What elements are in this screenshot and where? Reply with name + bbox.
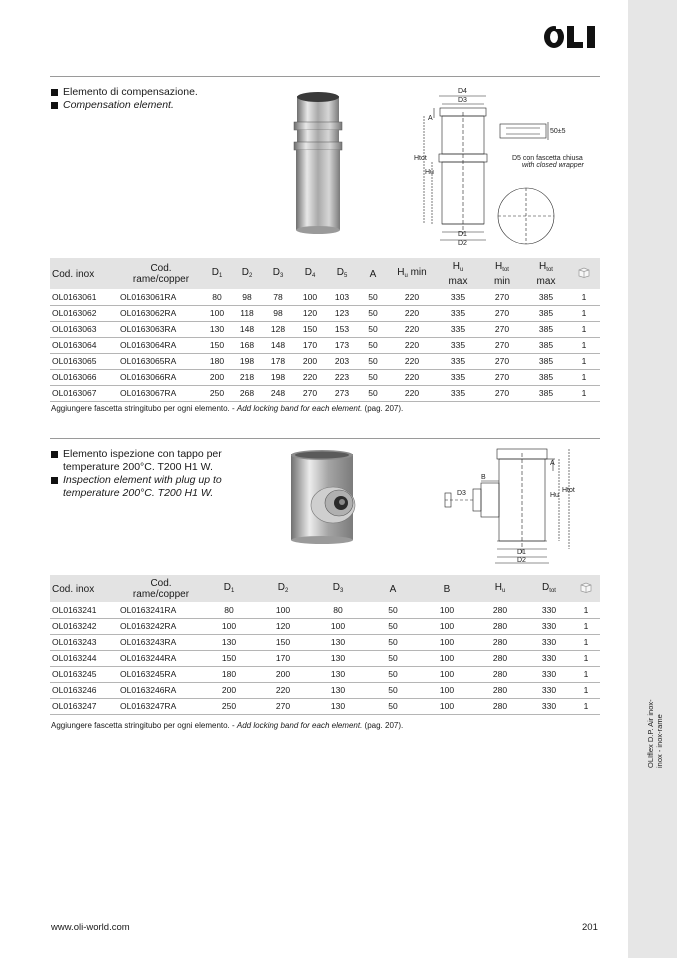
col-hu-max-main: H (452, 261, 460, 272)
cell-code-rame: OL0163246RA (120, 682, 202, 698)
col-d1 (202, 258, 232, 289)
table-cell: 50 (358, 369, 388, 385)
compensation-element-drawing (412, 84, 602, 255)
table-cell: 1 (568, 321, 600, 337)
table-cell: 280 (474, 650, 526, 666)
note-page-ref: (pag. 207). (362, 721, 404, 730)
table-cell: 178 (262, 353, 294, 369)
cell-code-inox: OL0163063 (50, 321, 120, 337)
col-d3 (310, 575, 366, 602)
col-cod-rame-line1: Cod. (150, 578, 172, 589)
table-cell: 50 (366, 666, 420, 682)
sidebar-caption-line2: inox - inox-rame (655, 714, 664, 768)
col-d1-sub: 1 (218, 272, 223, 279)
section1-note (51, 404, 403, 413)
table-cell: 335 (436, 321, 480, 337)
page-number: 201 (582, 922, 598, 933)
table-cell: 270 (480, 353, 524, 369)
bullet-en (51, 99, 198, 112)
table-cell: 270 (480, 321, 524, 337)
table-cell: 280 (474, 666, 526, 682)
label-d2: D2 (517, 557, 526, 564)
col-cod-rame (120, 575, 202, 602)
col-d4 (294, 258, 326, 289)
table-cell: 80 (310, 602, 366, 618)
table-cell: 200 (202, 369, 232, 385)
cell-code-inox: OL0163066 (50, 369, 120, 385)
table-cell: 130 (310, 650, 366, 666)
col-d2 (256, 575, 310, 602)
table-cell: 250 (202, 385, 232, 401)
bullet-it (51, 86, 198, 99)
col-d2-sub: 2 (284, 587, 289, 594)
col-hu-max-suffix: max (448, 276, 468, 287)
table-cell: 280 (474, 698, 526, 714)
table-row (50, 698, 600, 714)
table-cell: 180 (202, 666, 256, 682)
cell-code-rame: OL0163065RA (120, 353, 202, 369)
table-cell: 50 (366, 634, 420, 650)
table-cell: 248 (262, 385, 294, 401)
table-cell: 1 (568, 385, 600, 401)
compensation-element-photo (283, 90, 353, 245)
table-cell: 150 (256, 634, 310, 650)
table-cell: 128 (262, 321, 294, 337)
table-cell: 50 (366, 682, 420, 698)
table-cell: 50 (358, 353, 388, 369)
desc-english: Compensation element. (63, 99, 174, 111)
col-hu-main: H (494, 581, 502, 593)
col-hu-min-main: H (397, 266, 405, 278)
col-htot-max (524, 258, 568, 289)
col-d1-sub: 1 (230, 587, 235, 594)
table-row (50, 650, 600, 666)
table-cell: 273 (326, 385, 358, 401)
table-cell: 80 (202, 289, 232, 305)
table-cell: 270 (480, 369, 524, 385)
oli-logo (543, 22, 601, 57)
label-htot: Htot (562, 487, 575, 494)
inspection-spec-table (50, 575, 600, 715)
table-cell: 120 (294, 305, 326, 321)
section2-description (51, 448, 222, 500)
table-cell: 1 (572, 602, 600, 618)
table-cell: 150 (202, 337, 232, 353)
table-cell: 1 (572, 650, 600, 666)
table-cell: 1 (568, 369, 600, 385)
table-cell: 220 (388, 353, 436, 369)
table-cell: 123 (326, 305, 358, 321)
col-d5-sub: 5 (343, 272, 348, 279)
table-cell: 335 (436, 369, 480, 385)
label-dim: 50±5 (550, 128, 566, 135)
table-cell: 168 (232, 337, 262, 353)
table-cell: 220 (388, 321, 436, 337)
table-cell: 250 (202, 698, 256, 714)
col-dtot-main: D (542, 581, 550, 593)
table-cell: 130 (310, 634, 366, 650)
cell-code-inox: OL0163246 (50, 682, 120, 698)
table-cell: 80 (202, 602, 256, 618)
compensation-table-body (50, 289, 600, 401)
table-cell: 148 (232, 321, 262, 337)
cell-code-inox: OL0163064 (50, 337, 120, 353)
note-english: Add locking band for each element. (236, 721, 363, 730)
bullet-square-icon (51, 102, 58, 109)
table-cell: 198 (262, 369, 294, 385)
label-hu: Hu (550, 492, 559, 499)
cell-code-inox: OL0163061 (50, 289, 120, 305)
table-cell: 335 (436, 353, 480, 369)
col-d2-main: D (277, 581, 285, 593)
col-box (572, 575, 600, 602)
cell-code-inox: OL0163245 (50, 666, 120, 682)
table-cell: 150 (294, 321, 326, 337)
table-cell: 100 (420, 650, 474, 666)
table-cell: 270 (294, 385, 326, 401)
table-cell: 98 (232, 289, 262, 305)
col-htot-min-main: H (495, 261, 503, 272)
table-cell: 1 (572, 634, 600, 650)
table-cell: 50 (366, 602, 420, 618)
col-d5 (326, 258, 358, 289)
table-cell: 130 (310, 698, 366, 714)
table-cell: 200 (294, 353, 326, 369)
table-cell: 385 (524, 289, 568, 305)
desc-english (63, 474, 222, 500)
cell-code-rame: OL0163242RA (120, 618, 202, 634)
table-cell: 330 (526, 666, 572, 682)
col-htot-max-suffix: max (536, 276, 556, 287)
col-d5-main: D (336, 266, 344, 278)
inspection-table-body (50, 602, 600, 714)
col-hu (474, 575, 526, 602)
table-row (50, 602, 600, 618)
table-cell: 270 (256, 698, 310, 714)
compensation-spec-table (50, 258, 600, 402)
col-d3-main: D (332, 581, 340, 593)
cell-code-inox: OL0163065 (50, 353, 120, 369)
desc-italian-line1: Elemento ispezione con tappo per (63, 448, 222, 460)
table-row (50, 305, 600, 321)
table-cell: 335 (436, 305, 480, 321)
col-cod-inox: Cod. inox (52, 583, 95, 595)
label-hu: Hu (425, 169, 434, 176)
col-d1 (202, 575, 256, 602)
table-cell: 330 (526, 618, 572, 634)
col-d2 (232, 258, 262, 289)
col-a: A (369, 268, 377, 280)
col-htot-max-sub: tot (546, 267, 553, 273)
label-d1: D1 (458, 231, 467, 238)
cell-code-inox: OL0163067 (50, 385, 120, 401)
col-dtot (526, 575, 572, 602)
sidebar-caption-line1: OLIflex D.P. Air inox- (646, 699, 655, 768)
bullet-square-icon (51, 451, 58, 458)
table-cell: 100 (202, 305, 232, 321)
col-a: A (389, 583, 397, 595)
section2-divider (50, 438, 600, 439)
note-italian: Aggiungere fascetta stringitubo per ogni elemento. - (51, 721, 237, 730)
col-cod-inox: Cod. inox (52, 268, 95, 280)
col-d3-sub: 3 (339, 587, 344, 594)
table-cell: 100 (310, 618, 366, 634)
col-d2-main: D (241, 266, 249, 278)
table-cell: 130 (310, 682, 366, 698)
table-cell: 270 (480, 385, 524, 401)
bullet-square-icon (51, 477, 58, 484)
col-b: B (443, 583, 451, 595)
section1-description (51, 86, 198, 112)
table-cell: 385 (524, 385, 568, 401)
table-cell: 100 (420, 698, 474, 714)
cell-code-rame: OL0163245RA (120, 666, 202, 682)
table-cell: 1 (572, 698, 600, 714)
table-cell: 100 (420, 602, 474, 618)
table-cell: 1 (572, 618, 600, 634)
table-cell: 385 (524, 305, 568, 321)
cell-code-inox: OL0163244 (50, 650, 120, 666)
col-d3-main: D (272, 266, 280, 278)
table-cell: 50 (366, 698, 420, 714)
col-dtot-sub: tot (549, 587, 556, 594)
table-cell: 330 (526, 682, 572, 698)
label-htot: Htot (414, 155, 427, 162)
table-cell: 1 (568, 289, 600, 305)
bullet-it (51, 448, 222, 474)
table-cell: 50 (366, 650, 420, 666)
table-cell: 100 (420, 666, 474, 682)
table-cell: 280 (474, 634, 526, 650)
bullet-en (51, 474, 222, 500)
bullet-square-icon (51, 89, 58, 96)
table-cell: 203 (326, 353, 358, 369)
table-header-row (50, 575, 600, 602)
table-cell: 200 (256, 666, 310, 682)
note-italian: Aggiungere fascetta stringitubo per ogni elemento. - (51, 404, 237, 413)
table-cell: 180 (202, 353, 232, 369)
table-cell: 98 (262, 305, 294, 321)
box-icon (580, 582, 592, 593)
col-htot-min-suffix: min (493, 276, 511, 287)
table-cell: 220 (388, 369, 436, 385)
table-row (50, 682, 600, 698)
table-row (50, 353, 600, 369)
box-icon (578, 267, 590, 278)
col-cod-rame-line2: rame/copper (132, 274, 190, 285)
table-cell: 50 (358, 385, 388, 401)
table-cell: 170 (256, 650, 310, 666)
table-header-row (50, 258, 600, 289)
table-cell: 330 (526, 602, 572, 618)
label-d3: D3 (458, 97, 467, 104)
table-cell: 100 (420, 682, 474, 698)
table-cell: 1 (572, 666, 600, 682)
table-cell: 270 (480, 305, 524, 321)
table-cell: 103 (326, 289, 358, 305)
label-d5-en: with closed wrapper (522, 162, 584, 169)
table-cell: 385 (524, 353, 568, 369)
col-htot-min-sub: tot (502, 267, 509, 273)
desc-italian (63, 448, 222, 474)
table-cell: 335 (436, 289, 480, 305)
table-cell: 100 (420, 634, 474, 650)
section1-divider (50, 76, 600, 77)
table-row (50, 618, 600, 634)
cell-code-inox: OL0163241 (50, 602, 120, 618)
table-cell: 385 (524, 321, 568, 337)
table-cell: 170 (294, 337, 326, 353)
table-cell: 220 (388, 305, 436, 321)
col-d1-main: D (223, 581, 231, 593)
table-row (50, 369, 600, 385)
table-cell: 198 (232, 353, 262, 369)
table-row (50, 321, 600, 337)
sidebar-band (628, 0, 677, 958)
table-cell: 330 (526, 698, 572, 714)
col-hu-min (388, 258, 436, 289)
table-cell: 78 (262, 289, 294, 305)
table-cell: 130 (310, 666, 366, 682)
table-cell: 100 (294, 289, 326, 305)
col-htot-max-main: H (539, 261, 547, 272)
cell-code-inox: OL0163243 (50, 634, 120, 650)
label-d4: D4 (458, 88, 467, 95)
table-cell: 385 (524, 369, 568, 385)
desc-english-line2: temperature 200°C. T200 H1 W. (63, 487, 214, 499)
cell-code-rame: OL0163066RA (120, 369, 202, 385)
table-cell: 330 (526, 650, 572, 666)
label-a: A (428, 115, 433, 122)
table-cell: 220 (294, 369, 326, 385)
table-cell: 100 (420, 618, 474, 634)
cell-code-rame: OL0163241RA (120, 602, 202, 618)
col-hu-min-suffix: min (407, 266, 427, 278)
table-cell: 223 (326, 369, 358, 385)
section2-note (51, 721, 403, 730)
col-hu-min-sub: u (404, 272, 408, 279)
sidebar-caption (646, 699, 664, 768)
table-cell: 150 (202, 650, 256, 666)
table-cell: 153 (326, 321, 358, 337)
col-d3-sub: 3 (279, 272, 284, 279)
col-cod-rame-line2: rame/copper (132, 589, 190, 600)
table-cell: 335 (436, 385, 480, 401)
col-hu-max (436, 258, 480, 289)
desc-italian-line2: temperature 200°C. T200 H1 W. (63, 461, 213, 473)
table-cell: 220 (388, 385, 436, 401)
table-cell: 50 (366, 618, 420, 634)
table-cell: 148 (262, 337, 294, 353)
desc-italian: Elemento di compensazione. (63, 86, 198, 98)
cell-code-inox: OL0163247 (50, 698, 120, 714)
label-b: B (481, 474, 486, 481)
cell-code-rame: OL0163247RA (120, 698, 202, 714)
cell-code-rame: OL0163067RA (120, 385, 202, 401)
note-page-ref: (pag. 207). (362, 404, 404, 413)
cell-code-rame: OL0163063RA (120, 321, 202, 337)
col-hu-sub: u (501, 587, 506, 594)
col-d4-main: D (304, 266, 312, 278)
table-cell: 1 (568, 305, 600, 321)
table-row (50, 289, 600, 305)
table-cell: 220 (388, 337, 436, 353)
table-cell: 1 (568, 337, 600, 353)
table-cell: 218 (232, 369, 262, 385)
table-cell: 280 (474, 682, 526, 698)
col-cod-rame-line1: Cod. (150, 263, 172, 274)
cell-code-rame: OL0163062RA (120, 305, 202, 321)
desc-english-line1: Inspection element with plug up to (63, 474, 222, 486)
table-cell: 270 (480, 289, 524, 305)
table-cell: 120 (256, 618, 310, 634)
table-cell: 50 (358, 321, 388, 337)
label-d3: D3 (457, 490, 466, 497)
col-d1-main: D (211, 266, 219, 278)
table-cell: 118 (232, 305, 262, 321)
table-cell: 1 (568, 353, 600, 369)
table-row (50, 385, 600, 401)
footer-website-link[interactable]: www.oli-world.com (51, 922, 130, 933)
note-english: Add locking band for each element. (236, 404, 363, 413)
table-cell: 268 (232, 385, 262, 401)
cell-code-inox: OL0163062 (50, 305, 120, 321)
table-row (50, 337, 600, 353)
table-cell: 100 (256, 602, 310, 618)
table-cell: 200 (202, 682, 256, 698)
label-d1: D1 (517, 549, 526, 556)
table-cell: 100 (202, 618, 256, 634)
cell-code-rame: OL0163244RA (120, 650, 202, 666)
cell-code-rame: OL0163243RA (120, 634, 202, 650)
table-cell: 335 (436, 337, 480, 353)
col-cod-rame (120, 258, 202, 289)
inspection-element-photo (285, 448, 365, 553)
label-d5-it: D5 con fascetta chiusa (512, 155, 583, 162)
table-cell: 280 (474, 618, 526, 634)
col-d4-sub: 4 (311, 272, 316, 279)
table-cell: 220 (256, 682, 310, 698)
cell-code-inox: OL0163242 (50, 618, 120, 634)
cell-code-rame: OL0163064RA (120, 337, 202, 353)
inspection-element-drawing (435, 445, 585, 572)
col-htot-min (480, 258, 524, 289)
table-cell: 50 (358, 305, 388, 321)
label-a: A (550, 460, 555, 467)
table-row (50, 634, 600, 650)
col-box (568, 258, 600, 289)
col-hu-max-sub: u (459, 267, 464, 273)
table-cell: 50 (358, 337, 388, 353)
table-cell: 130 (202, 321, 232, 337)
table-cell: 270 (480, 337, 524, 353)
label-d2: D2 (458, 240, 467, 247)
table-cell: 173 (326, 337, 358, 353)
table-row (50, 666, 600, 682)
col-d2-sub: 2 (248, 272, 253, 279)
table-cell: 385 (524, 337, 568, 353)
table-cell: 280 (474, 602, 526, 618)
table-cell: 330 (526, 634, 572, 650)
table-cell: 1 (572, 682, 600, 698)
table-cell: 220 (388, 289, 436, 305)
table-cell: 50 (358, 289, 388, 305)
cell-code-rame: OL0163061RA (120, 289, 202, 305)
table-cell: 130 (202, 634, 256, 650)
col-d3 (262, 258, 294, 289)
